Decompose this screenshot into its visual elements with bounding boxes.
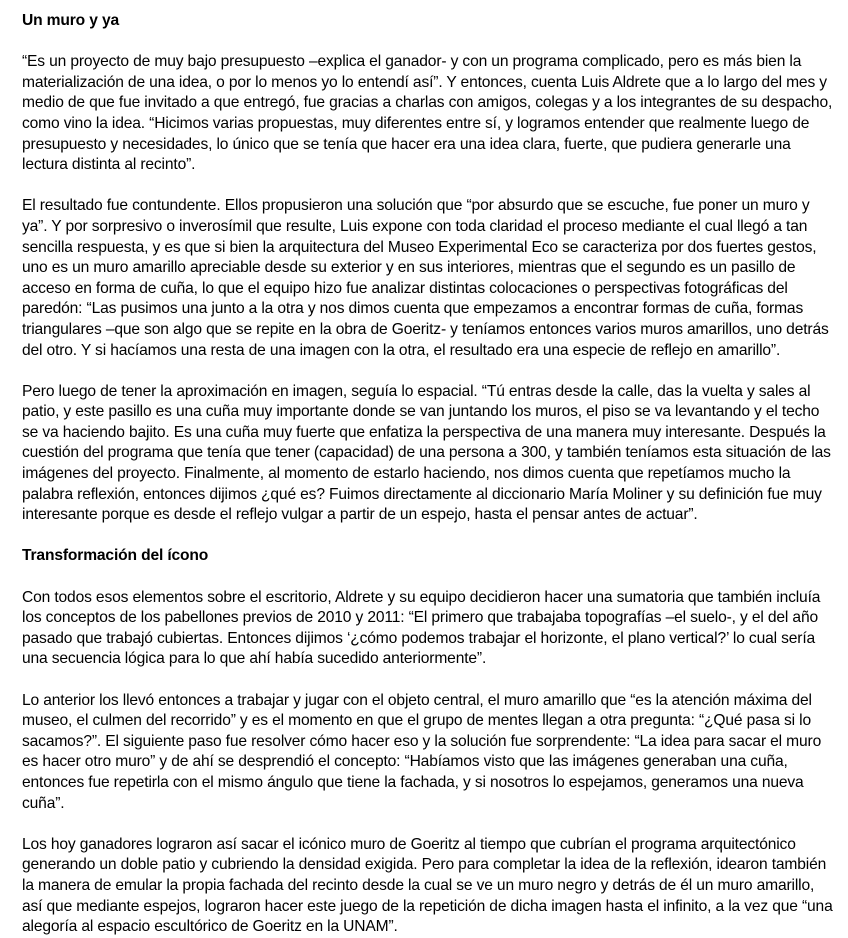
paragraph: Los hoy ganadores lograron así sacar el icónico muro de Goeritz al tiempo que cubrían el programa arquitectónico generando un doble patio y cubriendo la densidad exigida. Pero para completar la idea de la reflexión, idearon también la manera de emular la propia fachada del recinto desde la cual se ve un muro negro y detrás de él un muro amarillo, así que mediante espejos, lograron hacer este juego de la repetición de dicha imagen hasta el infinito, a la vez que “una alegoría al espacio escultórico de Goeritz en la UNAM”. [22, 835, 833, 936]
section-heading: Un muro y ya [22, 12, 119, 29]
paragraph: Lo anterior los llevó entonces a trabajar y jugar con el objeto central, el muro amarillo que “es la atención máxima del museo, el culmen del recorrido” y es el momento en que el grupo de mentes llegan a otra pregunta: “¿Qué pasa si lo sacamos?”. El siguiente paso fue resolver cómo hacer eso y la solución fue sorprendente: “La idea para sacar el muro es hacer otro muro” y de ahí se desprendió el concepto: “Habíamos visto que las imágenes generaban una cuña, entonces fue repetirla con el mismo ángulo que tiene la fachada, y si nosotros lo espejamos, generamos una nueva cuña”. [22, 691, 822, 812]
paragraph: “Es un proyecto de muy bajo presupuesto –explica el ganador- y con un programa complicado, pero es más bien la materialización de una idea, o por lo menos yo lo entendí así”. Y entonces, cuenta Luis Aldrete que a lo largo del mes y medio de que fue invitado a que entregó, fue gracias a charlas con amigos, colegas y a los integrantes de su despacho, como vino la idea. “Hicimos varias propuestas, muy diferentes entre sí, y logramos entender que realmente luego de presupuesto y necesidades, lo único que se tenía que hacer era una idea clara, fuerte, que pudiera generarle una lectura distinta al recinto”. [22, 53, 833, 174]
paragraph: El resultado fue contundente. Ellos propusieron una solución que “por absurdo que se escuche, fue poner un muro y ya”. Y por sorpresivo o inverosímil que resulte, Luis expone con toda claridad el proceso mediante el cual llegó a tan sencilla respuesta, y es que si bien la arquitectura del Museo Experimental Eco se caracteriza por dos fuertes gestos, uno es un muro amarillo apreciable desde su exterior y en sus interiores, mientras que el segundo es un pasillo de acceso en forma de cuña, lo que el equipo hizo fue analizar distintas colocaciones o perspectivas fotográficas del paredón: “Las pusimos una junto a la otra y nos dimos cuenta que empezamos a encontrar formas de cuña, formas triangulares –que son algo que se repite en la obra de Goeritz- y teníamos entonces varios muros amarillos, uno detrás del otro. Y si hacíamos una resta de una imagen con la otra, el resultado era una especie de reflejo en amarillo”. [22, 197, 829, 359]
paragraph: Con todos esos elementos sobre el escritorio, Aldrete y su equipo decidieron hacer una sumatoria que también incluía los conceptos de los pabellones previos de 2010 y 2011: “El primero que trabajaba topografías –el suelo-, y el del año pasado que trabajó cubiertas. Entonces dijimos ‘¿cómo podemos trabajar el horizonte, el plano vertical?’ lo cual sería una secuencia lógica para lo que ahí había sucedido anteriormente”. [22, 588, 821, 668]
section-heading: Transformación del ícono [22, 547, 209, 565]
paragraph: Pero luego de tener la aproximación en imagen, seguía lo espacial. “Tú entras desde la calle, das la vuelta y sales al patio, y este pasillo es una cuña muy importante donde se van juntando los muros, el piso se va levantando y el techo se va haciendo bajito. Es una cuña muy fuerte que enfatiza la perspectiva de una manera muy interesante. Después la cuestión del programa que tenía que tener (capacidad) de una persona a 300, y también teníamos esta situación de las imágenes del proyecto. Finalmente, al momento de estarlo haciendo, nos dimos cuenta que repetíamos mucho la palabra reflexión, entonces dijimos ¿qué es? Fuimos directamente al diccionario María Moliner y su definición fue muy interesante porque es desde el reflejo vulgar a partir de un espejo, hasta el pensar antes de actuar”. [22, 382, 831, 524]
section-transformacion-del-icono [22, 546, 838, 937]
section-un-muro-y-ya [22, 11, 838, 526]
